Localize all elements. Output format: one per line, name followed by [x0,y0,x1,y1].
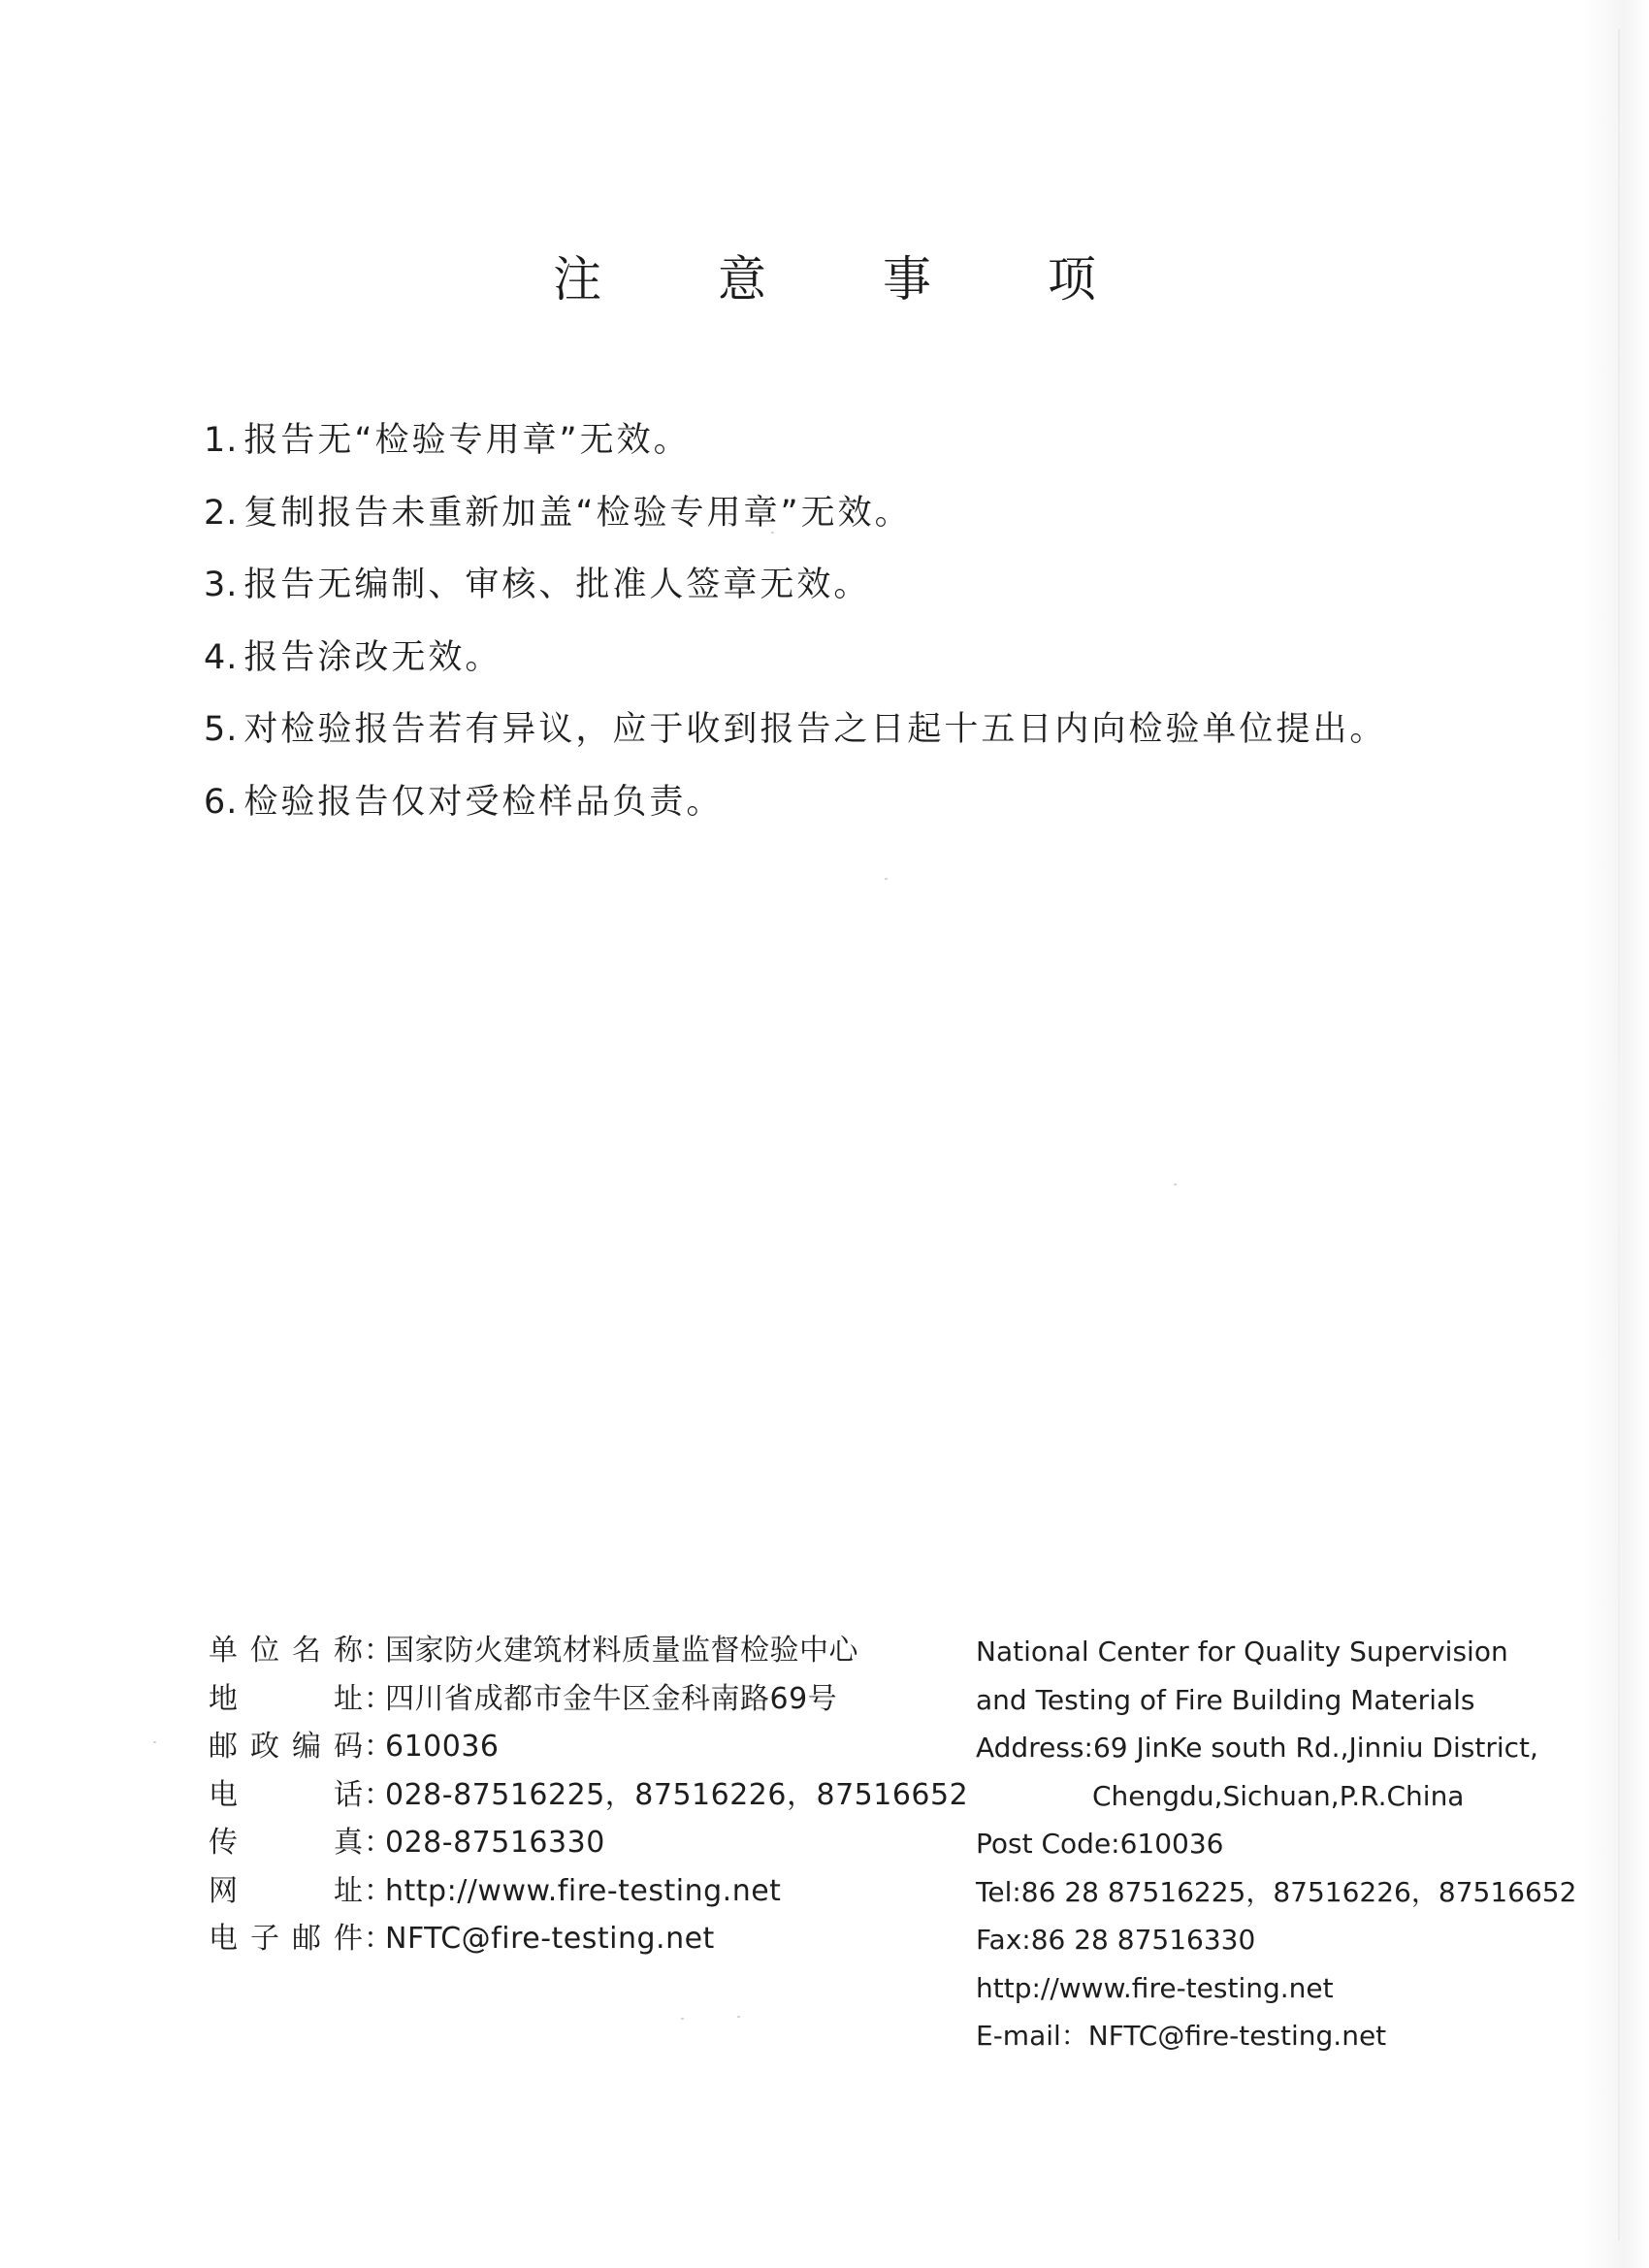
contact-row-phone [209,1772,969,1821]
note-text: 报告无编制、审核、批准人签章无效。 [243,566,871,604]
contact-colon: ： [364,1681,393,1716]
contact-value: http://www.fire-testing.net [385,1873,782,1908]
en-postcode: Post Code:610036 [976,1828,1224,1860]
en-address-line-2: Chengdu,Sichuan,P.R.China [1092,1779,1465,1812]
contact-value: 028-87516225，87516226，87516652 [385,1777,969,1812]
note-text: 对检验报告若有异议，应于收到报告之日起十五日内向检验单位提出。 [243,710,1387,749]
note-number: 6. [204,782,239,822]
contact-colon: ： [364,1826,393,1860]
contact-colon: ： [364,1634,393,1668]
scan-speck [153,1741,156,1743]
note-item [204,484,1465,557]
en-website: http://www.fire-testing.net [976,1971,1334,2004]
note-number: 5. [204,710,239,749]
contact-colon: ： [364,1730,393,1764]
note-item [204,411,1465,484]
contact-value: 国家防火建筑材料质量监督检验中心 [385,1634,858,1668]
note-text: 检验报告仅对受检样品负责。 [243,782,724,822]
en-organization-line-2: and Testing of Fire Building Materials [976,1683,1475,1716]
contact-label: 传真 [209,1826,364,1860]
note-number: 1. [204,421,239,460]
contact-label: 地址 [209,1681,364,1716]
contact-info-chinese [209,1628,969,1964]
scan-speck [771,532,774,534]
contact-colon: ： [364,1777,393,1812]
contact-value: NFTC@fire-testing.net [385,1922,715,1956]
note-text: 复制报告未重新加盖“检验专用章”无效。 [243,493,912,533]
notes-list [204,411,1465,845]
scan-speck [681,2018,684,2020]
note-item [204,773,1465,846]
page-edge-shadow [1618,29,1620,2241]
note-item [204,629,1465,701]
en-organization-line-1: National Center for Quality Supervision [976,1636,1508,1668]
en-fax: Fax:86 28 87516330 [976,1924,1256,1956]
note-item [204,700,1465,773]
contact-colon: ： [364,1922,393,1956]
contact-label: 邮政编码 [209,1730,364,1764]
note-number: 3. [204,566,239,604]
contact-value: 四川省成都市金牛区金科南路69号 [385,1681,838,1716]
contact-row-postcode [209,1724,955,1772]
scan-speck [885,878,888,880]
contact-row-address [209,1676,955,1725]
note-text: 报告涂改无效。 [243,637,502,677]
contact-label: 电子邮件 [209,1922,364,1956]
contact-info-english [976,1629,1597,2061]
note-text: 报告无“检验专用章”无效。 [243,421,691,460]
contact-row-organization [209,1628,955,1676]
contact-colon: ： [364,1873,393,1908]
en-phone: Tel:86 28 87516225，87516226，87516652 [976,1875,1577,1908]
scan-speck [1174,1183,1177,1185]
contact-label: 单位名称 [209,1634,364,1668]
contact-label: 电话 [209,1777,364,1812]
contact-value: 028-87516330 [385,1826,605,1860]
contact-row-email [209,1916,955,1964]
note-number: 4. [204,637,239,677]
en-address-line-1: Address:69 JinKe south Rd.,Jinniu District, [976,1732,1538,1764]
contact-label: 网址 [209,1873,364,1908]
page-title: 注 意 事 项 [553,251,1147,308]
contact-row-website [209,1868,955,1917]
en-email: E-mail：NFTC@fire-testing.net [976,2020,1387,2052]
contact-row-fax [209,1820,955,1868]
contact-value: 610036 [385,1730,500,1764]
scan-speck [737,2016,740,2018]
note-item [204,556,1465,629]
note-number: 2. [204,493,239,533]
